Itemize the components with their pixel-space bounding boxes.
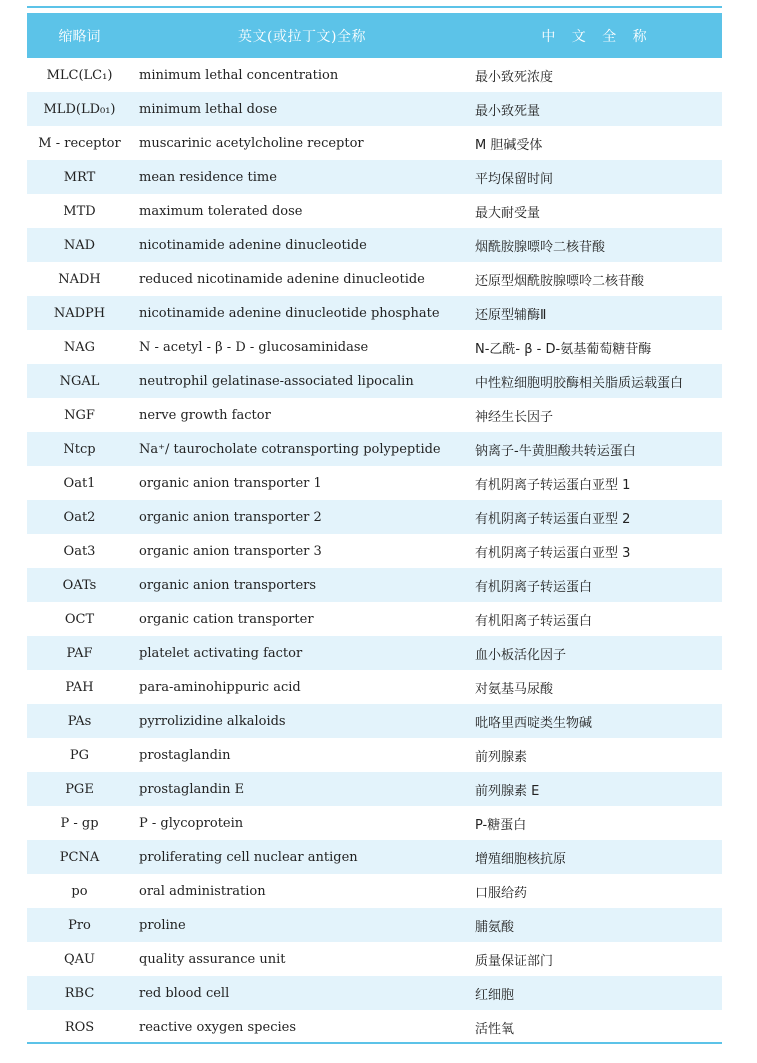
table-row [27, 976, 722, 1010]
abbreviation-cell: po [71, 883, 88, 899]
chinese-name-cell: 增殖细胞核抗原 [472, 840, 722, 874]
chinese-name-cell: 还原型辅酶Ⅱ [472, 296, 722, 330]
abbreviation-cell: NAD [27, 228, 132, 262]
chinese-name-cell: 红细胞 [472, 976, 722, 1010]
chinese-name-cell: 活性氧 [475, 1021, 515, 1037]
chinese-name-cell: 有机阴离子转运蛋白亚型 1 [475, 477, 631, 493]
chinese-name-cell: 质量保证部门 [475, 953, 554, 969]
header-chinese-name: 中 文 全 称 [472, 13, 722, 58]
table-header-row [27, 13, 722, 58]
english-name-cell: organic anion transporter 2 [132, 500, 472, 534]
chinese-name-cell: P-糖蛋白 [475, 817, 527, 833]
table-row [27, 942, 722, 976]
abbreviation-cell: MTD [63, 203, 96, 219]
english-name-cell: prostaglandin [139, 747, 231, 763]
english-name-cell: muscarinic acetylcholine receptor [139, 135, 364, 151]
abbreviation-cell: RBC [27, 976, 132, 1010]
table-row [27, 92, 722, 126]
abbreviation-table [27, 13, 722, 1044]
table-row [27, 330, 722, 364]
english-name-cell: quality assurance unit [139, 951, 286, 967]
abbreviation-cell: MRT [27, 160, 132, 194]
english-name-cell: prostaglandin E [132, 772, 472, 806]
table-row [27, 364, 722, 398]
abbreviation-cell: PGE [27, 772, 132, 806]
table-row [27, 704, 722, 738]
table-row [27, 398, 722, 432]
english-name-cell: proliferating cell nuclear antigen [132, 840, 472, 874]
table-row [27, 636, 722, 670]
english-name-cell: organic cation transporter [139, 611, 314, 627]
table-row [27, 296, 722, 330]
chinese-name-cell: 最小致死浓度 [475, 69, 554, 85]
abbreviation-cell: PAH [65, 679, 94, 695]
table-row [27, 738, 722, 772]
chinese-name-cell: M 胆碱受体 [475, 137, 543, 153]
chinese-name-cell: 最小致死量 [472, 92, 722, 126]
abbreviation-cell: QAU [63, 951, 95, 967]
english-name-cell: reduced nicotinamide adenine dinucleotide [139, 271, 425, 287]
table-row [27, 160, 722, 194]
chinese-name-cell: 最大耐受量 [475, 205, 541, 221]
table-row [27, 466, 722, 500]
table-row [27, 534, 722, 568]
chinese-name-cell: 前列腺素 E [472, 772, 722, 806]
abbreviation-cell: P - gp [60, 815, 99, 831]
abbreviation-cell: PAs [27, 704, 132, 738]
chinese-name-cell: 口服给药 [475, 885, 528, 901]
abbreviation-cell: NADPH [27, 296, 132, 330]
table-row [27, 126, 722, 160]
english-name-cell: N - acetyl - β - D - glucosaminidase [139, 339, 369, 355]
table-row [27, 840, 722, 874]
abbreviation-cell: Pro [27, 908, 132, 942]
chinese-name-cell: 脯氨酸 [472, 908, 722, 942]
english-name-cell: nicotinamide adenine dinucleotide phosphate [132, 296, 472, 330]
table-row [27, 874, 722, 908]
english-name-cell: organic anion transporter 3 [139, 543, 322, 559]
abbreviation-cell: NGF [64, 407, 95, 423]
english-name-cell: para-aminohippuric acid [139, 679, 301, 695]
table-row [27, 58, 722, 92]
abbreviation-cell: OCT [64, 611, 95, 627]
abbreviation-cell: Ntcp [27, 432, 132, 466]
table-row [27, 908, 722, 942]
chinese-name-cell: 吡咯里西啶类生物碱 [472, 704, 722, 738]
chinese-name-cell: N-乙酰- β - D-氨基葡萄糖苷酶 [475, 341, 652, 357]
abbreviation-cell: PG [69, 747, 90, 763]
table-row [27, 772, 722, 806]
table-row [27, 432, 722, 466]
chinese-name-cell: 有机阴离子转运蛋白亚型 3 [475, 545, 631, 561]
abbreviation-cell: PAF [27, 636, 132, 670]
table-row [27, 602, 722, 636]
top-rule [27, 6, 722, 8]
english-name-cell: proline [132, 908, 472, 942]
abbreviation-cell: OATs [27, 568, 132, 602]
english-name-cell: organic anion transporters [132, 568, 472, 602]
english-name-cell: Na⁺/ taurocholate cotransporting polypeptide [132, 432, 472, 466]
english-name-cell: nicotinamide adenine dinucleotide [132, 228, 472, 262]
abbreviation-cell: MLC(LC₁) [46, 67, 113, 83]
table-row [27, 1010, 722, 1044]
abbreviation-cell: Oat1 [63, 475, 96, 491]
chinese-name-cell: 平均保留时间 [472, 160, 722, 194]
table-row [27, 228, 722, 262]
chinese-name-cell: 烟酰胺腺嘌呤二核苷酸 [472, 228, 722, 262]
header-english-name: 英文(或拉丁文)全称 [132, 13, 472, 58]
table-row [27, 500, 722, 534]
abbreviation-cell: NAG [63, 339, 96, 355]
table-row [27, 568, 722, 602]
abbreviation-cell: MLD(LD₀₁) [27, 92, 132, 126]
english-name-cell: minimum lethal concentration [139, 67, 339, 83]
abbreviation-cell: M - receptor [38, 135, 121, 151]
english-name-cell: maximum tolerated dose [139, 203, 303, 219]
english-name-cell: platelet activating factor [132, 636, 472, 670]
header-abbreviation: 缩略词 [27, 13, 132, 58]
chinese-name-cell: 还原型烟酰胺腺嘌呤二核苷酸 [475, 273, 645, 289]
english-name-cell: organic anion transporter 1 [139, 475, 322, 491]
chinese-name-cell: 前列腺素 [475, 749, 528, 765]
chinese-name-cell: 血小板活化因子 [472, 636, 722, 670]
table-row [27, 194, 722, 228]
abbreviation-cell: NADH [58, 271, 101, 287]
chinese-name-cell: 钠离子-牛黄胆酸共转运蛋白 [472, 432, 722, 466]
english-name-cell: neutrophil gelatinase-associated lipocalin [132, 364, 472, 398]
table-row [27, 262, 722, 296]
english-name-cell: pyrrolizidine alkaloids [132, 704, 472, 738]
abbreviation-cell: ROS [64, 1019, 95, 1035]
table-row [27, 670, 722, 704]
chinese-name-cell: 有机阳离子转运蛋白 [475, 613, 593, 629]
chinese-name-cell: 神经生长因子 [475, 409, 554, 425]
english-name-cell: oral administration [139, 883, 266, 899]
english-name-cell: nerve growth factor [139, 407, 271, 423]
abbreviation-cell: PCNA [27, 840, 132, 874]
table-row [27, 806, 722, 840]
english-name-cell: P - glycoprotein [139, 815, 244, 831]
english-name-cell: minimum lethal dose [132, 92, 472, 126]
english-name-cell: reactive oxygen species [139, 1019, 297, 1035]
chinese-name-cell: 有机阴离子转运蛋白 [472, 568, 722, 602]
english-name-cell: mean residence time [132, 160, 472, 194]
bottom-rule [27, 1042, 722, 1044]
abbreviation-cell: Oat3 [63, 543, 96, 559]
abbreviation-cell: Oat2 [27, 500, 132, 534]
chinese-name-cell: 对氨基马尿酸 [475, 681, 554, 697]
english-name-cell: red blood cell [132, 976, 472, 1010]
chinese-name-cell: 有机阴离子转运蛋白亚型 2 [472, 500, 722, 534]
chinese-name-cell: 中性粒细胞明胶酶相关脂质运载蛋白 [472, 364, 722, 398]
abbreviation-cell: NGAL [27, 364, 132, 398]
